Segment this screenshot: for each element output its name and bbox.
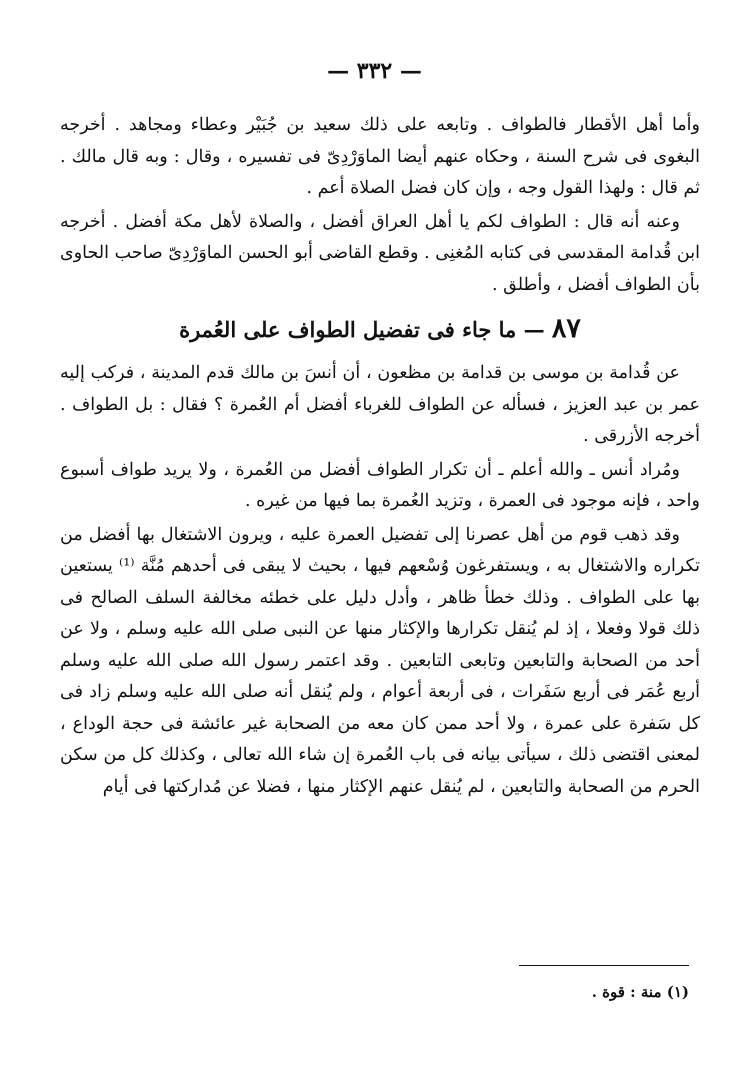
footnote-divider — [519, 965, 689, 966]
paragraph-5: وقد ذهب قوم من أهل عصرنا إلى تفضيل العمرة عليه ، ويرون الاشتغال بها أفضل من تكراره والاشتغال به ، ويستفرغون وُسْعهم فيها ، بحيث لا يبقى فى أحدهم مُنَّة ⁽¹⁾ يستعين بها على الطواف . وذلك خطأ ظاهر ، وأدل دليل على خطئه مخالفة السلف الصالح فى ذلك قولا وفعلا ، إذ لم يُنقل تكرارها والإكثار منها عن النبى صلى الله عليه وسلم ، ولا عن أحد من الصحابة والتابعين وتابعى التابعين . وقد اعتمر رسول الله صلى الله عليه وسلم أربع عُمَر فى أربع سَفَرات ، فى أربعة أعوام ، ولم يُنقل أنه صلى الله عليه وسلم زاد فى كل سَفرة على عمرة ، ولا أحد ممن كان معه من الصحابة غير عائشة فى حجة الوداع ، لمعنى اقتضى ذلك ، سيأتى بيانه فى باب العُمرة إن شاء الله تعالى ، وكذلك كل من سكن الحرم من الصحابة والتابعين ، لم يُنقل عنهم الإكثار منها ، فضلا عن مُداركتها فى أيام — [60, 524, 700, 797]
paragraph-3: عن قُدامة بن موسى بن قدامة بن مظعون ، أن أنسَ بن مالك قدم المدينة ، فركب إليه عمر بن عبد العزيز ، فسأله عن الطواف للغرباء أفضل أم العُمرة ؟ فقال : بل الطواف . أخرجه الأزرقى . — [60, 363, 700, 446]
section-number: ٨٧ — [551, 313, 581, 344]
paragraph-1: وأما أهل الأقطار فالطواف . وتابعه على ذلك سعيد بن جُبَيْر وعطاء ومجاهد . أخرجه البغوى فى شرح السنة ، وحكاه عنهم أيضا الماوَرْدِىّ فى تفسيره ، وقال : وبه قال مالك . ثم قال : ولهذا القول وجه ، وإن كان فضل الصلاة أعم . — [60, 115, 700, 198]
section-title-text: — ما جاء فى تفضيل الطواف على العُمرة — [179, 317, 545, 342]
paragraph-2: وعنه أنه قال : الطواف لكم يا أهل العراق أفضل ، والصلاة لأهل مكة أفضل . أخرجه ابن قُدامة المقدسى فى كتابه المُغنِى . وقطع القاضى أبو الحسن الماوَرْدِىّ صاحب الحاوى بأن الطواف أفضل ، وأطلق . — [60, 211, 700, 295]
page-number: — ٣٣٢ — — [327, 58, 422, 84]
section-heading — [60, 311, 700, 348]
footnote: (١) منة : قوة . — [591, 983, 689, 1001]
paragraph-4: ومُراد أنس ـ والله أعلم ـ أن تكرار الطواف أفضل من العُمرة ، ولا يريد طواف أسبوع واحد ، فإنه موجود فى العمرة ، وتزيد العُمرة بما فيها من غيره . — [60, 459, 700, 511]
main-text — [60, 110, 700, 805]
